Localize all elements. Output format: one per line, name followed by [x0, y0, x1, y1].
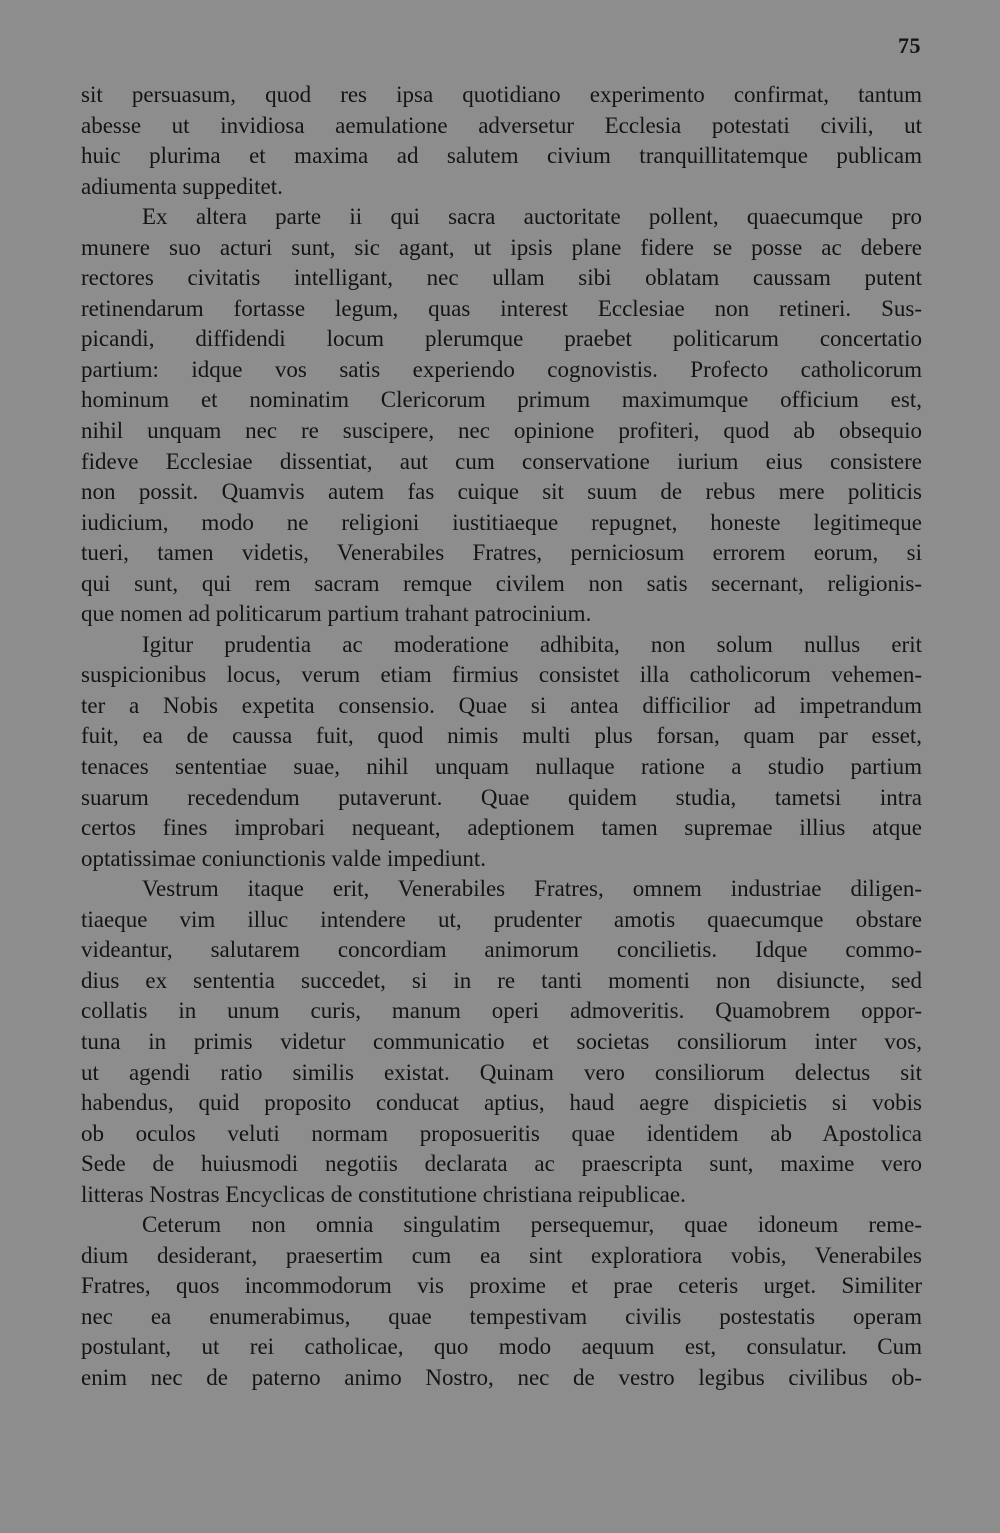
- text-line: habendus, quid proposito conducat aptius, haud aegre dispicietis si vobis: [81, 1090, 922, 1116]
- text-line: Sede de huiusmodi negotiis declarata ac praescripta sunt, maxime vero: [81, 1151, 922, 1177]
- text-line: Fratres, quos incommodorum vis proxime et prae ceteris urget. Similiter: [81, 1273, 922, 1299]
- text-line: munere suo acturi sunt, sic agant, ut ipsis plane fidere se posse ac debere: [81, 234, 922, 260]
- body-text: [81, 80, 922, 1394]
- text-line: postulant, ut rei catholicae, quo modo aequum est, consulatur. Cum: [81, 1334, 922, 1360]
- text-line: Igitur prudentia ac moderatione adhibita, non solum nullus erit: [142, 631, 922, 657]
- text-line: partium: idque vos satis experiendo cognovistis. Profecto catholicorum: [81, 356, 922, 382]
- text-line: fuit, ea de caussa fuit, quod nimis multi plus forsan, quam par esset,: [81, 723, 922, 749]
- text-line: collatis in unum curis, manum operi admoveritis. Quamobrem oppor-: [81, 998, 922, 1024]
- text-line: suarum recedendum putaverunt. Quae quidem studia, tametsi intra: [81, 784, 922, 810]
- text-line: picandi, diffidendi locum plerumque praebet politicarum concertatio: [81, 326, 922, 352]
- text-line: ut agendi ratio similis existat. Quinam vero consiliorum delectus sit: [81, 1059, 922, 1085]
- text-line: iudicium, modo ne religioni iustitiaeque repugnet, honeste legitimeque: [81, 509, 922, 535]
- text-line: dium desiderant, praesertim cum ea sint exploratiora vobis, Venerabiles: [81, 1242, 922, 1268]
- text-line: enim nec de paterno animo Nostro, nec de vestro legibus civilibus ob-: [81, 1364, 922, 1390]
- text-line: retinendarum fortasse legum, quas interest Ecclesiae non retineri. Sus-: [81, 295, 922, 321]
- text-line: ob oculos veluti normam proposueritis quae identidem ab Apostolica: [81, 1120, 922, 1146]
- text-line: tueri, tamen videtis, Venerabiles Fratres, perniciosum errorem eorum, si: [81, 540, 922, 566]
- text-line: tenaces sententiae suae, nihil unquam nullaque ratione a studio partium: [81, 754, 922, 780]
- text-line: nihil unquam nec re suscipere, nec opinione profiteri, quod ab obsequio: [81, 418, 922, 444]
- text-line: nec ea enumerabimus, quae tempestivam civilis postestatis operam: [81, 1303, 922, 1329]
- text-line: videantur, salutarem concordiam animorum concilietis. Idque commo-: [81, 937, 922, 963]
- text-line: fideve Ecclesiae dissentiat, aut cum conservatione iurium eius consistere: [81, 448, 922, 474]
- text-line: rectores civitatis intelligant, nec ullam sibi oblatam caussam putent: [81, 265, 922, 291]
- text-line: hominum et nominatim Clericorum primum maximumque officium est,: [81, 387, 922, 413]
- text-line: ter a Nobis expetita consensio. Quae si antea difficilior ad impetrandum: [81, 692, 922, 718]
- text-line: optatissimae coniunctionis valde impediunt.: [81, 845, 486, 871]
- text-line: certos fines improbari nequeant, adeptionem tamen supremae illius atque: [81, 815, 922, 841]
- text-line: que nomen ad politicarum partium trahant patrocinium.: [81, 601, 592, 627]
- text-line: qui sunt, qui rem sacram remque civilem non satis secernant, religionis-: [81, 570, 922, 596]
- text-line: Ceterum non omnia singulatim persequemur, quae idoneum reme-: [142, 1212, 922, 1238]
- text-line: suspicionibus locus, verum etiam firmius consistet illa catholicorum vehemen-: [81, 662, 922, 688]
- text-line: adiumenta suppeditet.: [81, 173, 283, 199]
- text-line: abesse ut invidiosa aemulatione adversetur Ecclesia potestati civili, ut: [81, 112, 922, 138]
- text-line: non possit. Quamvis autem fas cuique sit suum de rebus mere politicis: [81, 479, 922, 505]
- text-line: tiaeque vim illuc intendere ut, prudenter amotis quaecumque obstare: [81, 906, 922, 932]
- text-line: sit persuasum, quod res ipsa quotidiano experimento confirmat, tantum: [81, 82, 922, 107]
- text-line: huic plurima et maxima ad salutem civium tranquillitatemque publicam: [81, 143, 922, 169]
- text-line: tuna in primis videtur communicatio et societas consiliorum inter vos,: [81, 1028, 922, 1054]
- page-number: 75: [898, 33, 921, 58]
- text-line: dius ex sententia succedet, si in re tanti momenti non disiuncte, sed: [81, 967, 922, 993]
- text-line: litteras Nostras Encyclicas de constitutione christiana reipublicae.: [81, 1181, 686, 1207]
- text-line: Ex altera parte ii qui sacra auctoritate pollent, quaecumque pro: [142, 204, 922, 230]
- text-line: Vestrum itaque erit, Venerabiles Fratres, omnem industriae diligen-: [142, 876, 922, 902]
